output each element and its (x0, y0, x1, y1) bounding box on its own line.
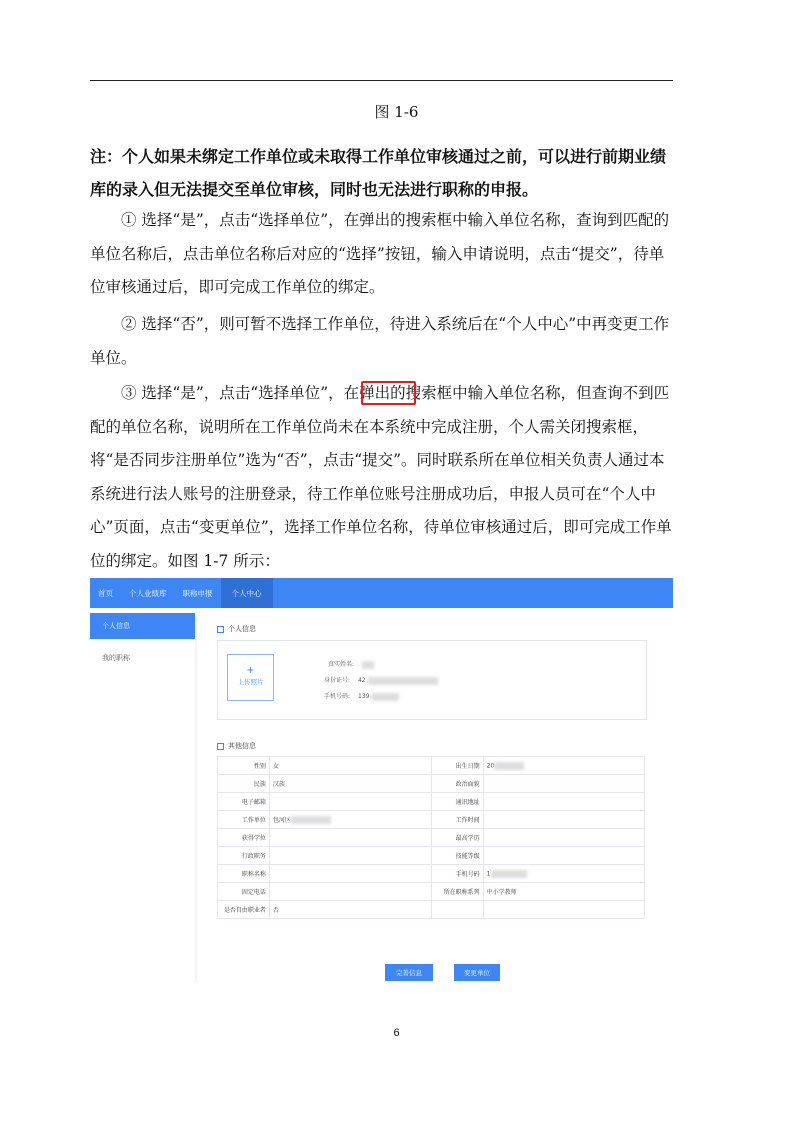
main-panel (197, 608, 673, 983)
side-nav (90, 608, 195, 983)
table-row: 民族 汉族 政治面貌 (218, 775, 645, 793)
section-other-info: 其他信息 (217, 741, 256, 751)
change-unit-button[interactable]: 变更单位 (454, 964, 500, 981)
paragraph-1: ① 选择“是”，点击“选择单位”，在弹出的搜索框中输入单位名称，查询到匹配的单位名称后，点击单位名称后对应的“选择”按钮，输入申请说明，点击“提交”，待单位审核通过后，即可完成工作单位的绑定。 (90, 211, 670, 296)
personal-info-card (217, 640, 647, 720)
table-row: 职称名称 手机号码 1 (218, 865, 645, 883)
figure-caption: 图 1-6 (374, 103, 419, 121)
nav-personal-center[interactable]: 个人中心 (221, 578, 273, 608)
nav-home[interactable]: 首页 (98, 588, 113, 598)
page-number: 6 (393, 1027, 400, 1039)
nav-performance[interactable]: 个人业绩库 (129, 588, 167, 598)
header-rule (90, 80, 673, 81)
paragraph-2: ② 选择“否”，则可暂不选择工作单位，待进入系统后在“个人中心”中再变更工作单位。 (90, 315, 670, 367)
complete-info-button[interactable]: 完善信息 (385, 964, 433, 981)
section-personal-info: 个人信息 (217, 624, 256, 634)
paragraph-3: ③ 选择“是”，点击“选择单位”，在弹出的搜索框中输入单位名称，但查询不到匹配的单位名称，说明所在工作单位尚未在本系统中完成注册，个人需关闭搜索框，将“是否同步注册单位”选为“否”，点击“提交”。同时联系所在单位相关负责人通过本系统进行法人账号的注册登录，待工作单位账号注册成功后，申报人员可在“个人中心”页面，点击“变更单位”，选择工作单位名称，待单位审核通过后，即可完成工作单位的绑定。如图 1-7 所示： (90, 384, 672, 570)
table-row: 是否自由职业者 否 (218, 901, 645, 919)
embedded-screenshot (90, 578, 673, 983)
upload-photo-button[interactable]: + 上传照片 (227, 654, 274, 701)
plus-icon: + (246, 665, 255, 676)
table-row: 电子邮箱 通讯地址 (218, 793, 645, 811)
table-row: 行政职务 技能等级 (218, 847, 645, 865)
other-info-table (217, 756, 645, 919)
top-nav (90, 578, 673, 608)
sidebar-item-my-title[interactable]: 我的职称 (102, 654, 130, 662)
highlight-box (361, 381, 416, 405)
table-row: 固定电话 所在职称系列 中小学教师 (218, 883, 645, 901)
table-row: 工作单位 包河区 工作时间 (218, 811, 645, 829)
real-name-row: 真实姓名: (328, 659, 374, 669)
note-paragraph: 注：个人如果未绑定工作单位或未取得工作单位审核通过之前，可以进行前期业绩库的录入但无法提交至单位审核，同时也无法进行职称的申报。 (90, 147, 667, 199)
user-icon (217, 626, 224, 633)
id-number-row: 身份证号: 42 (324, 675, 438, 685)
table-row: 性别 女 出生日期 20 (218, 757, 645, 775)
table-row: 获得学位 最高学历 (218, 829, 645, 847)
doc-icon (217, 743, 224, 750)
sidebar-item-personal-info[interactable]: 个人信息 (90, 613, 195, 639)
mobile-row: 手机号码: 139 (324, 691, 399, 701)
nav-title-apply[interactable]: 职称申报 (182, 588, 213, 598)
